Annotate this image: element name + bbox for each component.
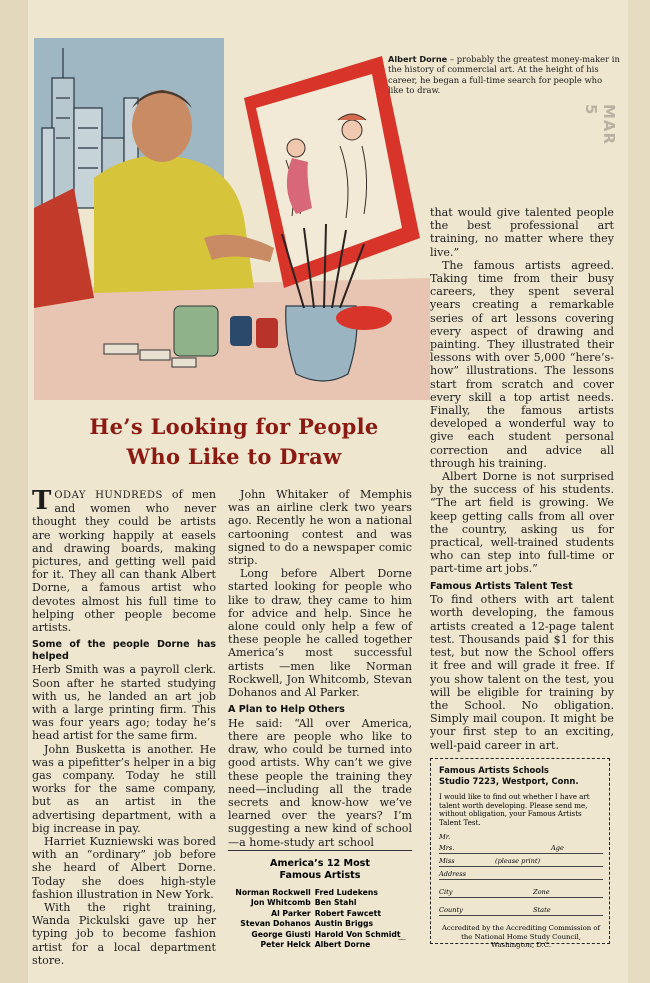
artist-name: Ben Stahl (314, 898, 357, 908)
paragraph: that would give talented people the best professional art training, no matter where they live.” (430, 206, 614, 259)
artist-name: Albert Dorne (314, 940, 371, 950)
headline (34, 412, 434, 472)
intro-lead: ODAY HUNDREDS (54, 490, 163, 501)
famous-artists-list (228, 850, 412, 950)
illustration-caption (388, 54, 620, 96)
man-head (132, 90, 192, 162)
field-city[interactable] (439, 888, 603, 898)
paragraph: Long before Albert Dorne started looking for people who like to draw, they came to him for advice and help. Since he alone could only help a few of these people he called together America’s most successful artists —men like Norman Rockwell, Jon Whitcomb, Stevan Dohanos and Al Parker. (228, 567, 412, 700)
intro-text: of men and women who never thought they could be artists are working happily at easels and drawing boards, making pictures, and getting well paid for it. They all can thank Albert Dorne, a famous artist who devotes almost his full time to helping other people become artists. (32, 488, 216, 635)
artist-name: Norman Rockwell (235, 888, 311, 897)
paragraph: John Busketta is another. He was a pipefitter’s helper in a big gas company. Today he still works for the same company, but as an artist in the advertising department, with a big increase in pay. (32, 742, 216, 835)
field-mrs[interactable] (439, 844, 603, 854)
label-state: State (533, 906, 551, 915)
label-please-print: (please print) (495, 857, 541, 866)
field-county[interactable] (439, 906, 603, 916)
coupon-school: Famous Artists Schools (439, 765, 549, 775)
coupon-request-text: I would like to find out whether I have art talent worth developing. Please send me, without obligation, your Famous Artists Talent Test. (439, 792, 590, 827)
field-miss[interactable] (439, 857, 603, 867)
artist-name: Robert Fawcett (314, 908, 381, 918)
paragraph: To find others with art talent worth developing, the famous artists created a 12-page talent test. Thousands paid $1 for this test, but now the School offers it free and will grade it free. If you show talent on the test, you will be eligible for training by the School. No obligation. Simply mail coupon. It might be your first step to an exciting, well-paid career in art. (430, 593, 614, 752)
right-margin (628, 0, 650, 983)
field-mr[interactable] (439, 833, 603, 841)
yellow-shirt (94, 156, 254, 294)
column-2 (228, 488, 412, 849)
label-zone: Zone (533, 888, 550, 897)
artist-name: Austin Briggs (314, 919, 374, 929)
label-city: City (439, 888, 453, 897)
paragraph: Herb Smith was a payroll clerk. Soon after he started studying with us, he landed an art job with a large printing firm. This was four years ago; today he’s head artist for the same firm. (32, 663, 216, 743)
paragraph: With the right training, Wanda Pickulski gave up her typing job to become fashion artist for a local department store. (32, 901, 216, 967)
artist-name: Harold Von Schmidt (314, 929, 401, 939)
artist-name: Peter Helck (260, 940, 311, 950)
subhead-helped: Some of the people Dorne has helped (32, 639, 216, 662)
headline-line2: Who Like to Draw (126, 444, 342, 469)
paragraph: The famous artists agreed. Taking time from their busy careers, they spent several years creating a remarkable series of art lessons covering every aspect of drawing and painting. They illustrated their lessons with over 5,000 “here’s-how” illustrations. The lessons start from scratch and cover every skill a top artist needs. Finally, the famous artists developed a wonderful way to give each student personal correction and advice all through his training. (430, 258, 614, 470)
column-3 (430, 206, 614, 752)
paragraph: John Whitaker of Memphis was an airline clerk two years ago. Recently he won a national cartooning contest and was signed to do a newspaper comic strip. (228, 488, 412, 568)
paragraph: He said: “All over America, there are people who like to draw, who could be turned into good artists. Why can’t we give these people the training they need—including all the trade secrets and know-how we’ve learned over the years? I’m suggesting a new kind of school—a home-study art school (228, 716, 412, 849)
date-stamp: MAR 5 (582, 104, 618, 146)
list-title-1: America’s 12 Most (270, 858, 370, 869)
artist-drawing-svg (34, 38, 430, 400)
caption-text: – probably the greatest money-maker in the history of commercial art. At the height of his career, he began a full-time search for people who like to draw. (388, 54, 620, 96)
label-mr: Mr. (439, 833, 451, 842)
artist-name: Jon Whitcomb (250, 898, 311, 908)
column-1 (32, 488, 216, 967)
accreditation-note: Accredited by the Accrediting Commission of the National Home Study Council, Washington, D.C. (441, 924, 601, 949)
mail-coupon[interactable] (430, 758, 610, 949)
label-miss: Miss (439, 857, 455, 866)
left-margin (0, 0, 28, 983)
label-county: County (439, 906, 463, 915)
headline-line1: He’s Looking for People (89, 414, 379, 439)
subhead-plan: A Plan to Help Others (228, 704, 345, 716)
decorative-mark-icon: ⁓ (398, 935, 406, 944)
artist-name: George Giusti (251, 929, 311, 939)
artist-name: Stevan Dohanos (240, 919, 311, 929)
drop-cap: T (32, 486, 52, 516)
coupon-studio: Studio 7223, Westport, Conn. (439, 776, 579, 786)
artist-name: Al Parker (271, 908, 311, 918)
subhead-talent-test: Famous Artists Talent Test (430, 580, 573, 592)
caption-name: Albert Dorne (388, 54, 448, 64)
artist-name: Fred Ludekens (314, 888, 378, 897)
artists-table (235, 888, 404, 950)
paragraph: Harriet Kuzniewski was bored with an “ordinary” job before she heard of Albert Dorne. Today she does high-style fashion illustration in New York. (32, 835, 216, 901)
label-address: Address (439, 870, 467, 879)
field-address[interactable] (439, 870, 603, 880)
list-title-2: Famous Artists (279, 870, 361, 881)
label-mrs: Mrs. (439, 844, 455, 853)
paragraph: Albert Dorne is not surprised by the success of his students. “The art field is growing. We keep getting calls from all over the country, asking us for practical, well-trained students who can step into full-time or part-time art jobs.” (430, 470, 614, 576)
artist-illustration (34, 38, 430, 400)
intro-paragraph (32, 488, 216, 634)
label-age: Age (551, 844, 564, 853)
